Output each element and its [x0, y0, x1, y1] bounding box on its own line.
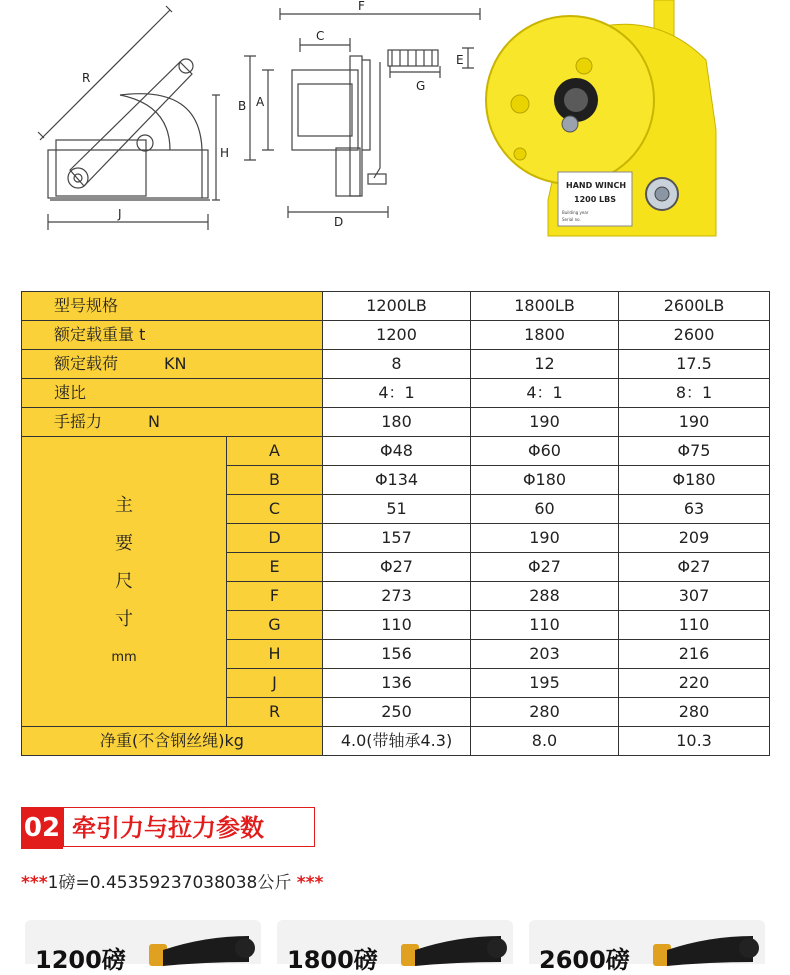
dim-key: E — [227, 553, 323, 582]
dim-key: G — [227, 611, 323, 640]
dim-label-f: F — [358, 0, 365, 13]
label-text: 手摇力 — [54, 412, 103, 431]
cell: 307 — [619, 582, 770, 611]
dim-label-c: C — [316, 29, 325, 43]
label-text: 额定载重量 — [54, 325, 135, 344]
dims-char: 主 — [115, 494, 133, 516]
dim-label-e: E — [456, 53, 464, 67]
cell: Φ180 — [619, 466, 770, 495]
plate-rating: 1200 LBS — [574, 195, 617, 204]
cell: 4：1 — [323, 379, 471, 408]
cell: Φ75 — [619, 437, 770, 466]
net-weight-label: 净重(不含钢丝绳)kg — [22, 727, 323, 756]
label-unit: N — [148, 412, 160, 431]
cell: Φ27 — [619, 553, 770, 582]
cell: 8.0 — [471, 727, 619, 756]
label-unit: t — [139, 325, 146, 344]
section-number: 02 — [21, 807, 63, 849]
dim-label-d: D — [334, 215, 344, 229]
cell: Φ48 — [323, 437, 471, 466]
dims-unit: mm — [111, 649, 137, 665]
dims-char: 尺 — [115, 570, 133, 592]
card-caption: 1200磅 — [35, 946, 126, 974]
model-1200: 1200LB — [323, 292, 471, 321]
row-ratio — [22, 379, 770, 408]
cell: Φ134 — [323, 466, 471, 495]
dim-label-j: J — [118, 207, 122, 221]
cell: 12 — [471, 350, 619, 379]
handle-grip-icon — [145, 926, 255, 966]
card-2600[interactable] — [529, 920, 765, 974]
row-rated-force — [22, 350, 770, 379]
model-2600: 2600LB — [619, 292, 770, 321]
cell: 157 — [323, 524, 471, 553]
cell: 2600 — [619, 321, 770, 350]
cell: 190 — [619, 408, 770, 437]
cell: 10.3 — [619, 727, 770, 756]
cell: 1200 — [323, 321, 471, 350]
dim-label-h: H — [220, 146, 230, 160]
unit-conversion-note — [21, 868, 323, 893]
section-title: 牵引力与拉力参数 — [63, 807, 315, 847]
row-crank-force — [22, 408, 770, 437]
card-1800[interactable] — [277, 920, 513, 974]
header-label: 型号规格 — [22, 292, 323, 321]
cell: 60 — [471, 495, 619, 524]
cell: 190 — [471, 408, 619, 437]
cell: 203 — [471, 640, 619, 669]
cell: 250 — [323, 698, 471, 727]
cell: 209 — [619, 524, 770, 553]
card-caption: 2600磅 — [539, 946, 630, 974]
card-1200[interactable] — [25, 920, 261, 974]
row-rated-load — [22, 321, 770, 350]
cell: 8 — [323, 350, 471, 379]
dim-label-g: G — [416, 79, 426, 93]
plate-line1: Building year — [562, 210, 589, 215]
dim-key: H — [227, 640, 323, 669]
dim-row-a — [22, 437, 770, 466]
cell: 17.5 — [619, 350, 770, 379]
cell: 136 — [323, 669, 471, 698]
plate-title: HAND WINCH — [566, 181, 627, 190]
handle-grip-icon — [649, 926, 759, 966]
cell: 180 — [323, 408, 471, 437]
row-label — [22, 321, 323, 350]
dim-key: R — [227, 698, 323, 727]
cell: 190 — [471, 524, 619, 553]
cell: 51 — [323, 495, 471, 524]
dim-key: C — [227, 495, 323, 524]
spec-table — [21, 291, 770, 756]
cell: 288 — [471, 582, 619, 611]
note-stars-right: *** — [296, 873, 324, 893]
front-view-drawing — [240, 0, 480, 240]
cell: 195 — [471, 669, 619, 698]
row-net-weight — [22, 727, 770, 756]
cell: 8：1 — [619, 379, 770, 408]
dims-char: 寸 — [115, 608, 133, 630]
cell: 110 — [323, 611, 471, 640]
cell: 280 — [619, 698, 770, 727]
side-view-drawing — [20, 0, 240, 240]
model-1800: 1800LB — [471, 292, 619, 321]
dim-key: A — [227, 437, 323, 466]
dim-key: B — [227, 466, 323, 495]
handle-grip-icon — [397, 926, 507, 966]
cell: 110 — [471, 611, 619, 640]
cell: 4：1 — [471, 379, 619, 408]
cell: 273 — [323, 582, 471, 611]
dim-key: J — [227, 669, 323, 698]
cell: 280 — [471, 698, 619, 727]
winch-photo — [486, 0, 790, 244]
dim-key: F — [227, 582, 323, 611]
cell: 110 — [619, 611, 770, 640]
note-text: 1磅=0.45359237038038公斤 — [47, 873, 292, 893]
note-stars-left: *** — [21, 873, 48, 893]
cell: 156 — [323, 640, 471, 669]
cell: 1800 — [471, 321, 619, 350]
dim-label-r: R — [82, 71, 91, 85]
label-text: 额定载荷 — [54, 354, 119, 373]
dim-label-b: B — [238, 99, 247, 113]
plate-line2: Serial no. — [562, 217, 581, 222]
dim-key: D — [227, 524, 323, 553]
cell: 4.0(带轴承4.3) — [323, 727, 471, 756]
table-header-row — [22, 292, 770, 321]
dim-label-a: A — [256, 95, 265, 109]
row-label: 速比 — [22, 379, 323, 408]
row-label — [22, 350, 323, 379]
cell: 63 — [619, 495, 770, 524]
dims-group-label — [22, 437, 227, 727]
cell: 220 — [619, 669, 770, 698]
row-label — [22, 408, 323, 437]
cell: Φ27 — [323, 553, 471, 582]
card-caption: 1800磅 — [287, 946, 378, 974]
label-unit: KN — [164, 354, 187, 373]
dims-char: 要 — [115, 532, 133, 554]
cell: Φ180 — [471, 466, 619, 495]
cell: 216 — [619, 640, 770, 669]
cell: Φ27 — [471, 553, 619, 582]
cell: Φ60 — [471, 437, 619, 466]
